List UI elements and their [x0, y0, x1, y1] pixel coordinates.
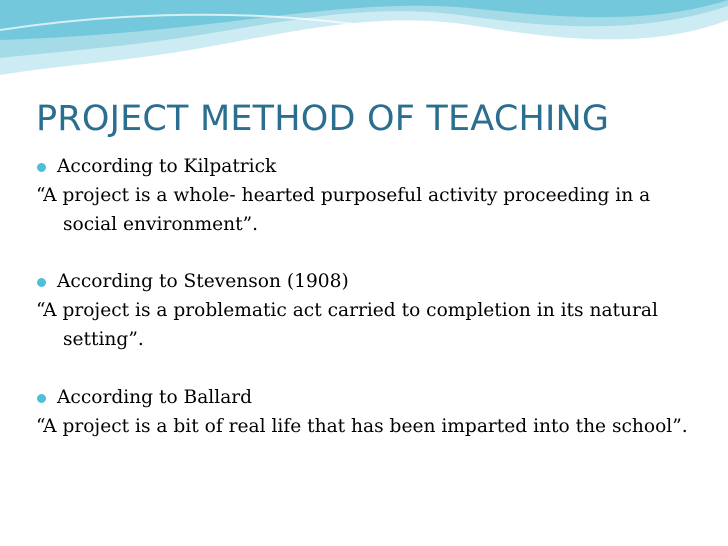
slide-content: [36, 153, 704, 441]
bullet-ballard: [36, 384, 704, 413]
source-label: According to Stevenson (1908): [57, 271, 349, 293]
spacer: [36, 239, 704, 268]
quote-stevenson: “A project is a problematic act carried to completion in its natural setting”.: [36, 300, 658, 350]
quote-ballard: “A project is a bit of real life that has been imparted into the school”.: [36, 415, 688, 437]
slide-title: PROJECT METHOD OF TEACHING: [36, 99, 610, 139]
spacer: [36, 355, 704, 384]
source-label: According to Ballard: [57, 386, 253, 408]
bullet-stevenson: [36, 268, 704, 297]
bullet-icon: [37, 163, 46, 172]
quote-kilpatrick: “A project is a whole- hearted purposeful activity proceeding in a social environment”.: [36, 184, 651, 235]
bullet-kilpatrick: [36, 153, 704, 182]
bullet-icon: [37, 278, 46, 287]
decorative-wave-header: [0, 0, 728, 96]
bullet-icon: [37, 394, 46, 403]
source-label: According to Kilpatrick: [57, 156, 277, 177]
